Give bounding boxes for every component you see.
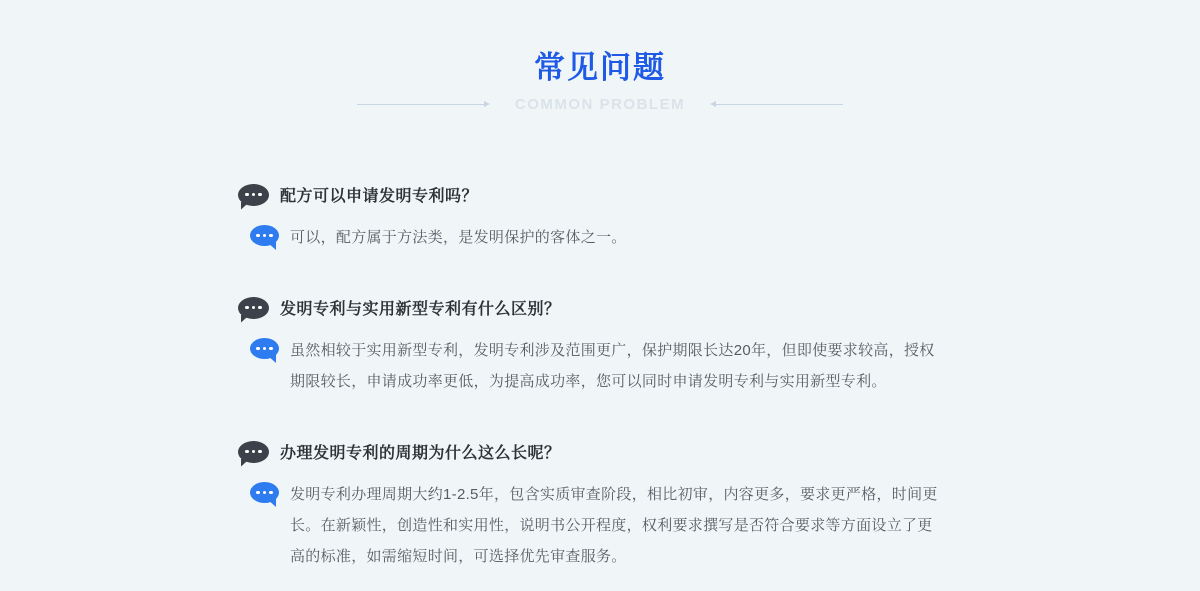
faq-item xyxy=(238,440,938,572)
faq-item xyxy=(238,183,938,253)
question-speech-bubble-icon xyxy=(238,441,269,463)
faq-question: 配方可以申请发明专利吗？ xyxy=(280,188,479,205)
page-subtitle: COMMON PROBLEM xyxy=(514,96,686,113)
faq-item xyxy=(238,296,938,397)
faq-answer: 可以，配方属于方法类，是发明保护的客体之一。 xyxy=(290,229,627,246)
arrow-right-icon xyxy=(484,101,490,107)
faq-question-row xyxy=(238,183,938,206)
question-speech-bubble-icon xyxy=(238,184,269,206)
faq-question: 办理发明专利的周期为什么这么长呢？ xyxy=(280,445,561,462)
question-speech-bubble-icon xyxy=(238,297,269,319)
faq-answer: 虽然相较于实用新型专利，发明专利涉及范围更广，保护期限长达20年，但即使要求较高，授权期限较长，申请成功率更低，为提高成功率，您可以同时申请发明专利与实用新型专利。 xyxy=(290,342,935,390)
answer-speech-bubble-icon xyxy=(250,225,279,246)
faq-question: 发明专利与实用新型专利有什么区别？ xyxy=(280,301,561,318)
faq-list xyxy=(238,183,938,572)
decor-line-left xyxy=(357,104,485,105)
faq-answer: 发明专利办理周期大约1-2.5年，包含实质审查阶段，相比初审，内容更多，要求更严格，时间更长。在新颖性，创造性和实用性，说明书公开程度，权利要求撰写是否符合要求等方面设立了更高的标准，如需缩短时间，可选择优先审查服务。 xyxy=(290,486,938,565)
faq-question-row xyxy=(238,296,938,319)
faq-answer-row xyxy=(250,335,938,397)
faq-answer-row xyxy=(250,479,938,572)
decor-line-right xyxy=(715,104,843,105)
faq-answer-row xyxy=(250,222,938,253)
page-title: 常见问题 xyxy=(534,50,666,85)
arrow-left-icon xyxy=(710,101,716,107)
subtitle-row xyxy=(0,96,1200,113)
section-header xyxy=(0,52,1200,113)
faq-question-row xyxy=(238,440,938,463)
answer-speech-bubble-icon xyxy=(250,338,279,359)
answer-speech-bubble-icon xyxy=(250,482,279,503)
